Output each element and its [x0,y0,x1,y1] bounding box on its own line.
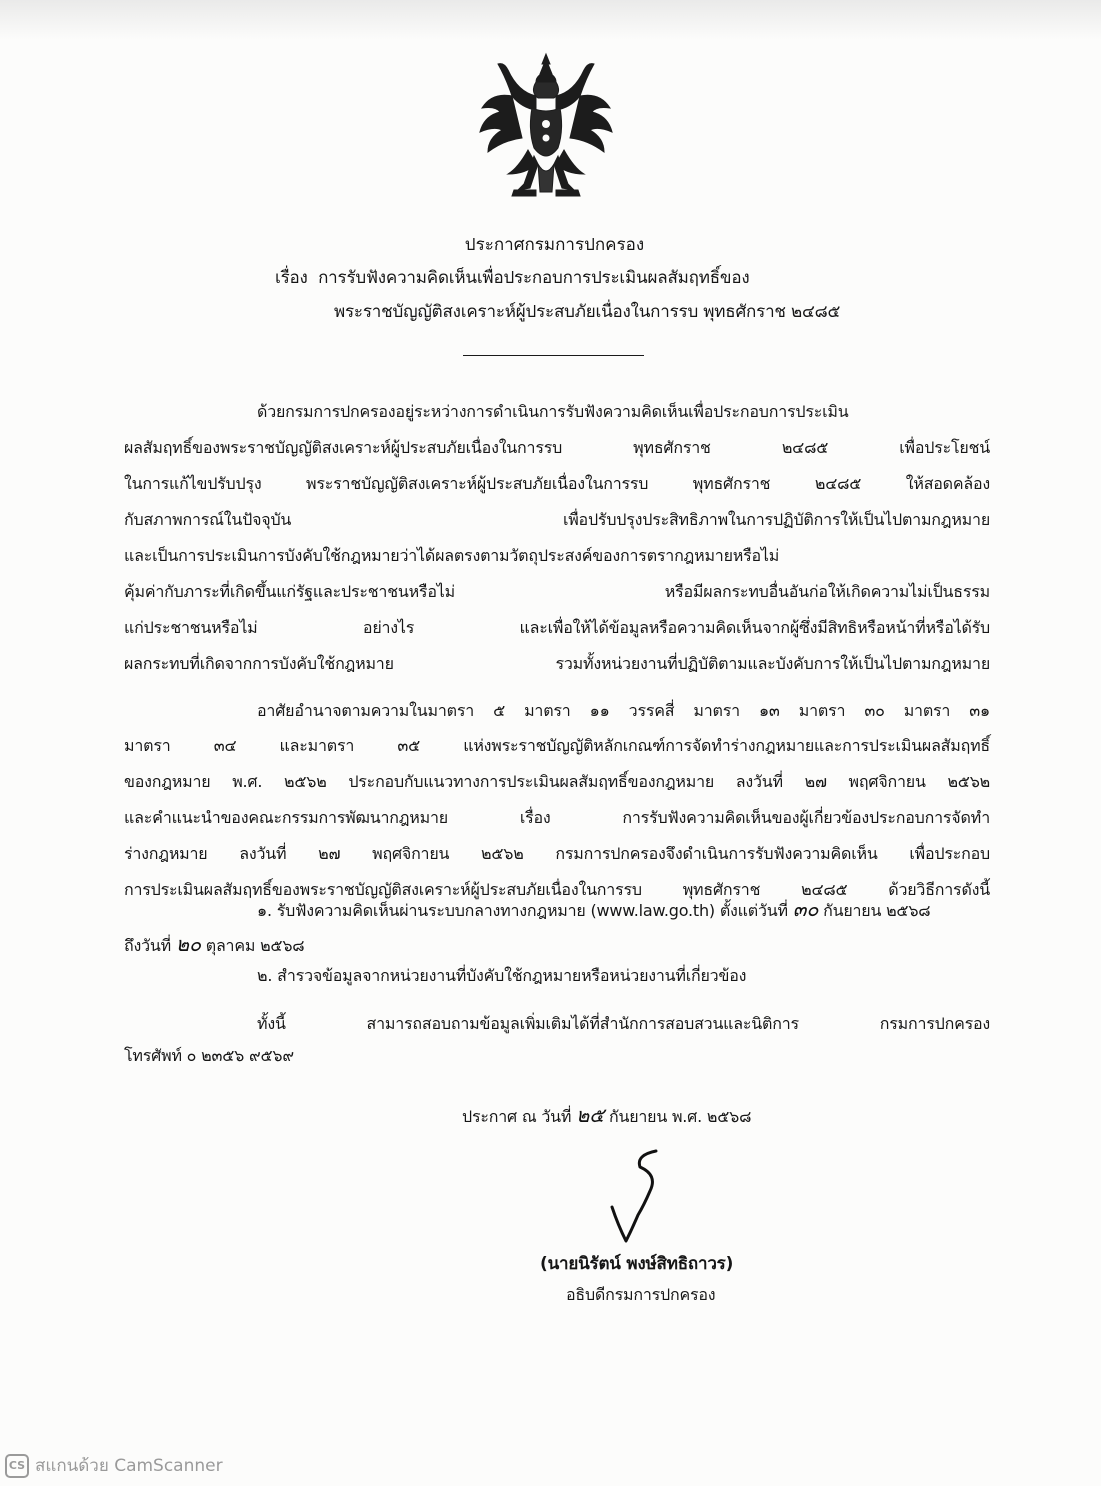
garuda-emblem-icon [478,52,614,202]
item-1-text: ๑. รับฟังความคิดเห็นผ่านระบบกลางทางกฎหมาย (www.law.go.th) ตั้งแต่วันที่ [257,901,788,920]
contact-line-1: ทั้งนี้ สามารถสอบถามข้อมูลเพิ่มเติมได้ที่สำนักการสอบสวนและนิติการ กรมการปกครอง [257,1014,990,1033]
camscanner-text: สแกนด้วย CamScanner [35,1456,223,1476]
paragraph-2-line: การประเมินผลสัมฤทธิ์ของพระราชบัญญัติสงเคราะห์ผู้ประสบภัยเนื่องในการรบ พุทธศักราช ๒๔๘๕ ด้วยวิธีการดังนี้ [124,880,990,899]
signer-title: อธิบดีกรมการปกครอง [566,1285,716,1304]
announcement-title: ประกาศกรมการปกครอง [464,235,645,255]
item-1-month: กันยายน ๒๕๖๘ [823,901,931,920]
paragraph-1-line: กับสภาพการณ์ในปัจจุบัน เพื่อปรับปรุงประสิทธิภาพในการปฏิบัติการให้เป็นไปตามกฎหมาย [124,510,990,529]
item-2: ๒. สำรวจข้อมูลจากหน่วยงานที่บังคับใช้กฎหมายหรือหน่วยงานที่เกี่ยวข้อง [257,966,747,985]
paragraph-2-line: และคำแนะนำของคณะกรรมการพัฒนากฎหมาย เรื่อง การรับฟังความคิดเห็นของผู้เกี่ยวข้องประกอบการจัดทำ [124,808,990,827]
date-suffix: กันยายน พ.ศ. ๒๕๖๘ [608,1107,752,1126]
handwritten-day: ๒๕ [576,1103,605,1127]
announcement-date [462,1103,751,1129]
item-1-line-1 [257,897,930,923]
paragraph-1-line: ในการแก้ไขปรับปรุง พระราชบัญญัติสงเคราะห์ผู้ประสบภัยเนื่องในการรบ พุทธศักราช ๒๔๘๕ ให้สอดคล้อง [124,474,990,493]
paragraph-2-line: ร่างกฎหมาย ลงวันที่ ๒๗ พฤศจิกายน ๒๕๖๒ กรมการปกครองจึงดำเนินการรับฟังความคิดเห็น เพื่อประกอบ [124,844,990,863]
contact-phone: โทรศัพท์ ๐ ๒๓๕๖ ๙๕๖๙ [124,1046,294,1065]
subject-label: เรื่อง [275,268,308,288]
subject-line-2: พระราชบัญญัติสงเคราะห์ผู้ประสบภัยเนื่องในการรบ พุทธศักราช ๒๔๘๕ [334,302,841,322]
paragraph-2-line: มาตรา ๓๔ และมาตรา ๓๕ แห่งพระราชบัญญัติหลักเกณฑ์การจัดทำร่างกฎหมายและการประเมินผลสัมฤทธิ์ [124,736,990,755]
subject-text-1: การรับฟังความคิดเห็นเพื่อประกอบการประเมินผลสัมฤทธิ์ของ [318,268,750,288]
scan-shadow [0,0,1101,40]
paragraph-1-line: ด้วยกรมการปกครองอยู่ระหว่างการดำเนินการรับฟังความคิดเห็นเพื่อประกอบการประเมิน [257,402,849,421]
signer-name: (นายนิรัตน์ พงษ์สิทธิถาวร) [540,1254,734,1274]
paragraph-2-line: ของกฎหมาย พ.ศ. ๒๕๖๒ ประกอบกับแนวทางการประเมินผลสัมฤทธิ์ของกฎหมาย ลงวันที่ ๒๗ พฤศจิกายน ๒๕๖๒ [124,772,990,791]
handwritten-end-day: ๒๐ [175,932,201,956]
paragraph-1-line: ผลสัมฤทธิ์ของพระราชบัญญัติสงเคราะห์ผู้ประสบภัยเนื่องในการรบ พุทธศักราช ๒๔๘๕ เพื่อประโยชน์ [124,438,990,457]
item-1-end-month: ตุลาคม ๒๕๖๘ [205,936,305,955]
paragraph-1-line: แก่ประชาชนหรือไม่ อย่างไร และเพื่อให้ได้ข้อมูลหรือความคิดเห็นจากผู้ซึ่งมีสิทธิหรือหน้าที่หรือได้รับ [124,618,990,637]
handwritten-start-day: ๓๐ [792,897,819,921]
date-prefix: ประกาศ ณ วันที่ [462,1107,572,1126]
paragraph-1-line: คุ้มค่ากับภาระที่เกิดขึ้นแก่รัฐและประชาชนหรือไม่ หรือมีผลกระทบอื่นอันก่อให้เกิดความไม่เป็นธรรม [124,582,990,601]
paragraph-2-line: อาศัยอำนาจตามความในมาตรา ๕ มาตรา ๑๑ วรรคสี่ มาตรา ๑๓ มาตรา ๓๐ มาตรา ๓๑ [257,701,990,720]
paragraph-1-line: และเป็นการประเมินการบังคับใช้กฎหมายว่าได้ผลตรงตามวัตถุประสงค์ของการตรากฎหมายหรือไม่ [124,546,780,565]
camscanner-logo-icon: CS [5,1454,29,1478]
signature-mark [600,1145,680,1245]
camscanner-watermark [5,1452,223,1479]
item-1-line-2 [124,932,304,958]
subject-line-1 [275,266,749,290]
paragraph-1-line: ผลกระทบที่เกิดจากการบังคับใช้กฎหมาย รวมทั้งหน่วยงานที่ปฏิบัติตามและบังคับการให้เป็นไปตามกฎหมาย [124,654,990,673]
item-1-until: ถึงวันที่ [124,936,171,955]
title-divider [463,355,644,356]
